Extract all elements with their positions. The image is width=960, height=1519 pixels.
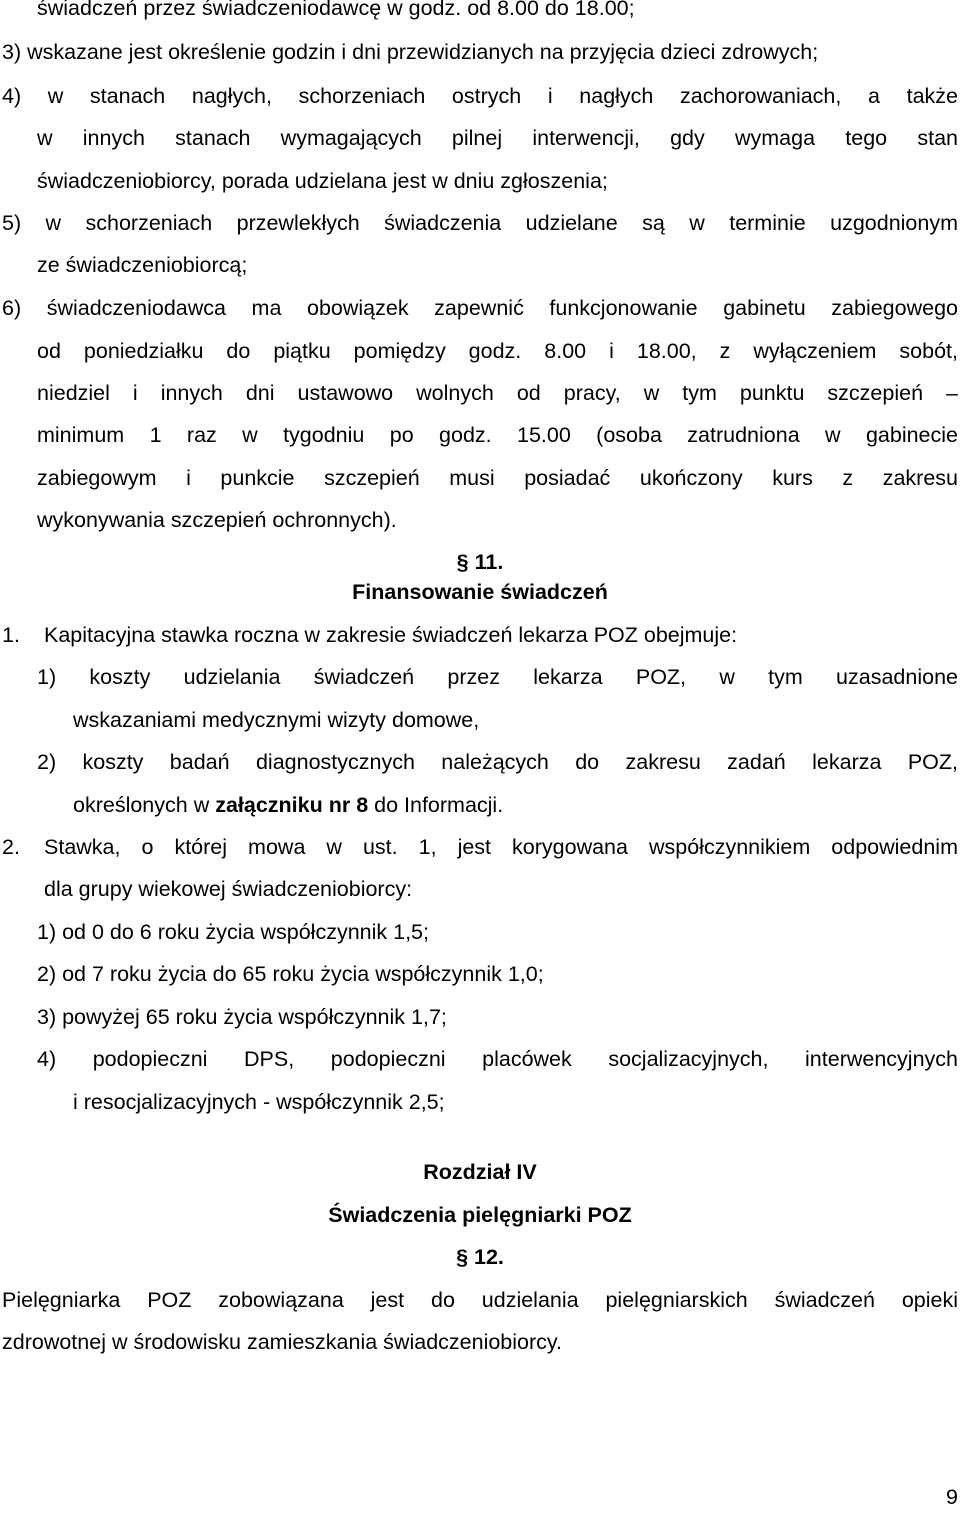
text-line: dla grupy wiekowej świadczeniobiorcy: — [44, 877, 413, 901]
paragraph-number: 1. — [2, 623, 20, 647]
list-item-4: 4) w stanach nagłych, schorzeniach ostrych i nagłych zachorowaniach, a także — [2, 84, 958, 108]
text-line: wskazaniami medycznymi wizyty domowe, — [73, 708, 480, 732]
text-line: świadczeń przez świadczeniodawcę w godz. od 8.00 do 18.00; — [37, 0, 635, 20]
text-run: do Informacji. — [368, 793, 504, 817]
text-line — [73, 795, 503, 817]
list-item-1: 1) od 0 do 6 roku życia współczynnik 1,5; — [37, 920, 429, 944]
chapter-heading: Rozdział IV — [423, 1160, 537, 1184]
text-line: ze świadczeniobiorcą; — [37, 253, 248, 277]
page-number: 9 — [946, 1485, 958, 1509]
list-item-4: 4) podopieczni DPS, podopieczni placówek socjalizacyjnych, interwencyjnych — [37, 1047, 958, 1071]
section-number: § 12. — [456, 1245, 504, 1269]
text-line: niedziel i innych dni ustawowo wolnych od pracy, w tym punktu szczepień – — [37, 381, 958, 405]
list-item-6: 6) świadczeniodawca ma obowiązek zapewnić funkcjonowanie gabinetu zabiegowego — [2, 296, 958, 320]
list-item-5: 5) w schorzeniach przewlekłych świadczenia udzielane są w terminie uzgodnionym — [2, 211, 958, 235]
list-item-3: 3) wskazane jest określenie godzin i dni przewidzianych na przyjęcia dzieci zdrowych; — [2, 40, 819, 64]
list-item-2: 2) koszty badań diagnostycznych należących do zakresu zadań lekarza POZ, — [37, 750, 958, 774]
list-item-3: 3) powyżej 65 roku życia współczynnik 1,7; — [37, 1005, 447, 1029]
list-item-1: 1) koszty udzielania świadczeń przez lekarza POZ, w tym uzasadnione — [37, 665, 958, 689]
text-line: od poniedziałku do piątku pomiędzy godz. 8.00 i 18.00, z wyłączeniem sobót, — [37, 339, 958, 363]
text-line: zdrowotnej w środowisku zamieszkania świadczeniobiorcy. — [2, 1330, 563, 1354]
paragraph-text: Stawka, o której mowa w ust. 1, jest korygowana współczynnikiem odpowiednim — [44, 835, 958, 859]
section-title: Finansowanie świadczeń — [352, 580, 608, 604]
list-item-2: 2) od 7 roku życia do 65 roku życia współczynnik 1,0; — [37, 962, 544, 986]
text-line: zabiegowym i punkcie szczepień musi posiadać ukończony kurs z zakresu — [37, 466, 958, 490]
paragraph-text: Kapitacyjna stawka roczna w zakresie świadczeń lekarza POZ obejmuje: — [44, 623, 738, 647]
paragraph-text: Pielęgniarka POZ zobowiązana jest do udzielania pielęgniarskich świadczeń opieki — [2, 1288, 958, 1312]
text-run: określonych w — [73, 793, 216, 817]
annex-reference: załączniku nr 8 — [215, 793, 369, 817]
text-line: i resocjalizacyjnych - współczynnik 2,5; — [73, 1090, 445, 1114]
text-line: w innych stanach wymagających pilnej interwencji, gdy wymaga tego stan — [37, 126, 958, 150]
text-line: wykonywania szczepień ochronnych). — [37, 508, 397, 532]
paragraph-number: 2. — [2, 835, 20, 859]
text-line: świadczeniobiorcy, porada udzielana jest w dniu zgłoszenia; — [37, 169, 608, 193]
text-line: minimum 1 raz w tygodniu po godz. 15.00 (osoba zatrudniona w gabinecie — [37, 423, 958, 447]
section-number: § 11. — [456, 550, 504, 574]
chapter-title: Świadczenia pielęgniarki POZ — [328, 1203, 632, 1227]
